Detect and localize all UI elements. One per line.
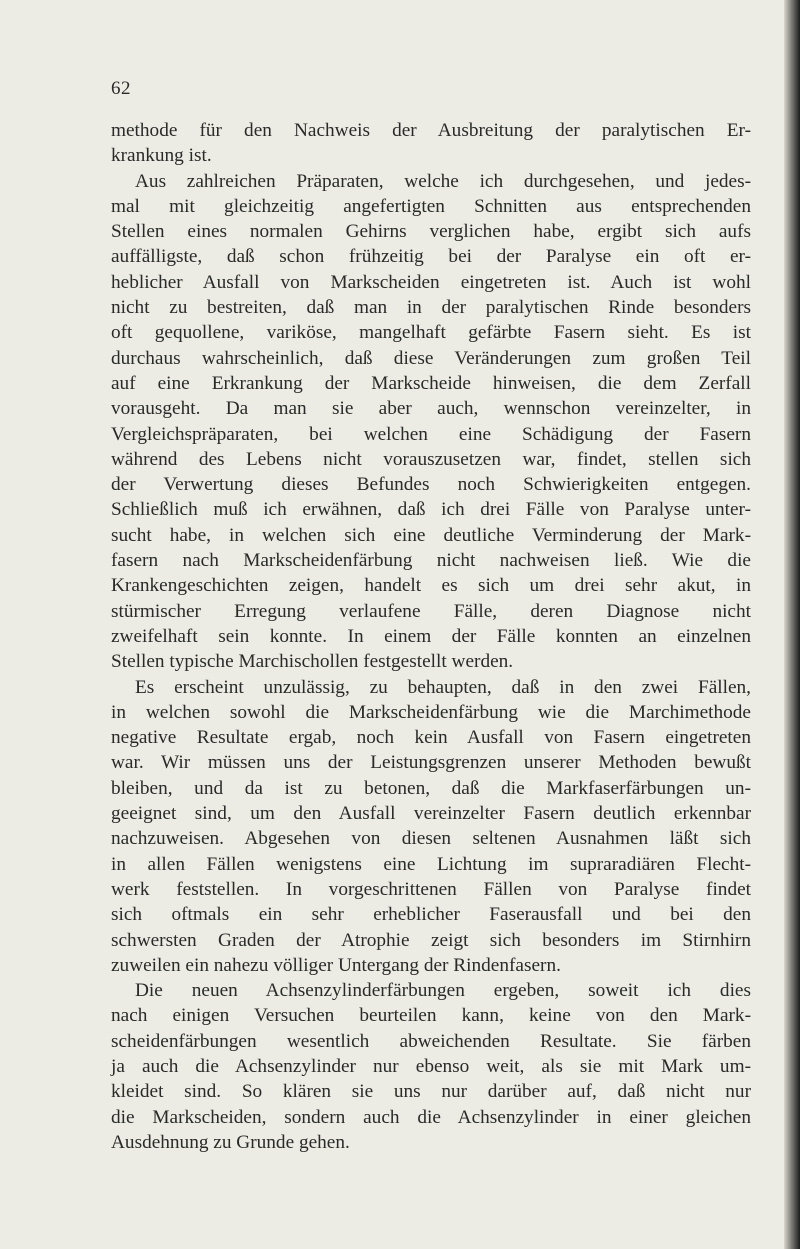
text-line: kleidet sind. So klären sie uns nur darüber auf, daß nicht nur	[111, 1081, 751, 1103]
text-line: in welchen sowohl die Markscheidenfärbung wie die Marchimethode	[111, 701, 751, 723]
text-line: nachzuweisen. Abgesehen von diesen seltenen Ausnahmen läßt sich	[111, 828, 751, 850]
text-line: sich oftmals ein sehr erheblicher Faserausfall und bei den	[111, 904, 751, 926]
text-line: bleiben, und da ist zu betonen, daß die Markfaserfärbungen un-	[111, 777, 751, 799]
text-line: Stellen eines normalen Gehirns verglichen habe, ergibt sich aufs	[111, 221, 751, 243]
body-text	[111, 118, 751, 1155]
text-line: in allen Fällen wenigstens eine Lichtung im supraradiären Flecht-	[111, 853, 751, 875]
text-line: der Verwertung dieses Befundes noch Schwierigkeiten entgegen.	[111, 474, 751, 496]
text-line: Ausdehnung zu Grunde gehen.	[111, 1131, 350, 1153]
text-line: nicht zu bestreiten, daß man in der paralytischen Rinde besonders	[111, 297, 751, 319]
text-line: oft gequollene, variköse, mangelhaft gefärbte Fasern sieht. Es ist	[111, 322, 751, 344]
text-line: Stellen typische Marchischollen festgestellt werden.	[111, 651, 514, 673]
text-line: ja auch die Achsenzylinder nur ebenso weit, als sie mit Mark um-	[111, 1055, 751, 1077]
text-line: durchaus wahrscheinlich, daß diese Veränderungen zum großen Teil	[111, 347, 751, 369]
text-line: während des Lebens nicht vorauszusetzen war, findet, stellen sich	[111, 448, 751, 470]
text-line: methode für den Nachweis der Ausbreitung der paralytischen Er-	[111, 120, 751, 141]
text-line: scheidenfärbungen wesentlich abweichenden Resultate. Sie färben	[111, 1030, 751, 1052]
text-line: sucht habe, in welchen sich eine deutliche Verminderung der Mark-	[111, 524, 751, 546]
text-line: auffälligste, daß schon frühzeitig bei der Paralyse ein oft er-	[111, 246, 751, 268]
text-line: stürmischer Erregung verlaufene Fälle, deren Diagnose nicht	[111, 600, 751, 622]
text-line: Es erscheint unzulässig, zu behaupten, daß in den zwei Fällen,	[135, 676, 751, 698]
text-line: war. Wir müssen uns der Leistungsgrenzen unserer Methoden bewußt	[111, 752, 751, 774]
text-line: Die neuen Achsenzylinderfärbungen ergeben, soweit ich dies	[135, 980, 751, 1002]
text-line: zweifelhaft sein konnte. In einem der Fälle konnten an einzelnen	[111, 625, 751, 647]
text-line: Vergleichspräparaten, bei welchen eine Schädigung der Fasern	[111, 423, 751, 445]
page-number: 62	[111, 78, 131, 99]
text-line: geeignet sind, um den Ausfall vereinzelter Fasern deutlich erkennbar	[111, 803, 751, 825]
text-line: Krankengeschichten zeigen, handelt es sich um drei sehr akut, in	[111, 575, 751, 597]
text-line: vorausgeht. Da man sie aber auch, wennschon vereinzelter, in	[111, 398, 751, 420]
text-line: krankung ist.	[111, 145, 212, 167]
text-line: die Markscheiden, sondern auch die Achsenzylinder in einer gleichen	[111, 1106, 751, 1128]
text-line: fasern nach Markscheidenfärbung nicht nachweisen ließ. Wie die	[111, 550, 751, 572]
text-line: werk feststellen. In vorgeschrittenen Fällen von Paralyse findet	[111, 878, 751, 900]
text-line: auf eine Erkrankung der Markscheide hinweisen, die dem Zerfall	[111, 372, 751, 394]
text-line: Aus zahlreichen Präparaten, welche ich durchgesehen, und jedes-	[135, 170, 751, 192]
text-line: schwersten Graden der Atrophie zeigt sich besonders im Stirnhirn	[111, 929, 751, 951]
text-line: heblicher Ausfall von Markscheiden eingetreten ist. Auch ist wohl	[111, 271, 751, 293]
text-line: negative Resultate ergab, noch kein Ausfall von Fasern eingetreten	[111, 727, 751, 749]
text-line: nach einigen Versuchen beurteilen kann, keine von den Mark-	[111, 1005, 751, 1027]
text-line: zuweilen ein nahezu völliger Untergang der Rindenfasern.	[111, 954, 561, 976]
page-edge-shadow	[784, 0, 800, 1249]
text-line: mal mit gleichzeitig angefertigten Schnitten aus entsprechenden	[111, 195, 751, 217]
text-line: Schließlich muß ich erwähnen, daß ich drei Fälle von Paralyse unter-	[111, 499, 751, 521]
